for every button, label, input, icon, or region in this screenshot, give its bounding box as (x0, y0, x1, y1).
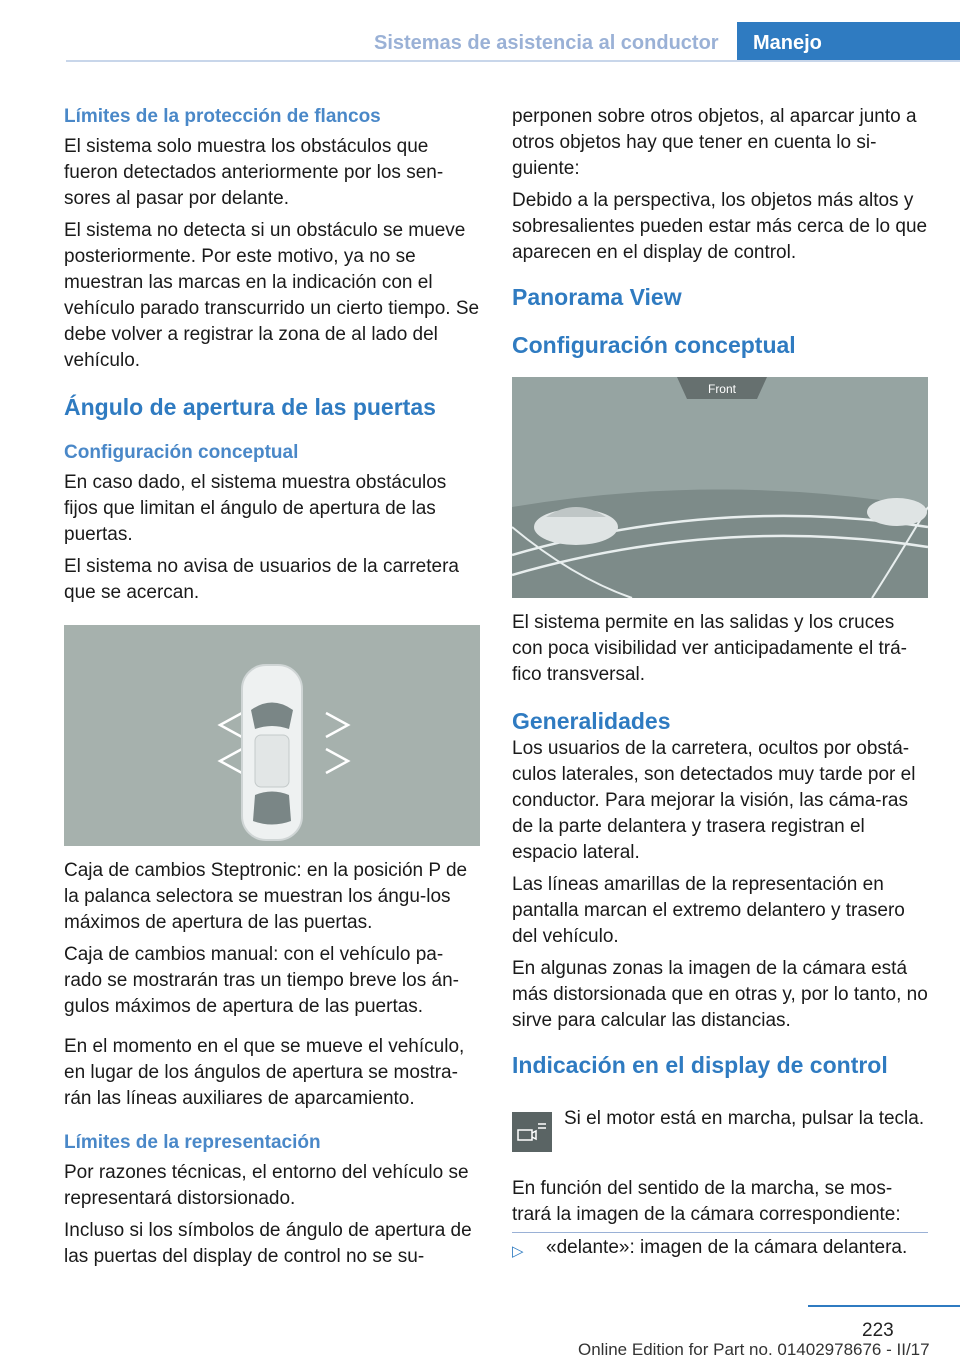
paragraph: Caja de cambios manual: con el vehículo pa‐rado se mostrarán tras un tiempo breve los án‐gulos máximos de apertura de las puertas. (64, 944, 459, 1017)
heading-generalities: Generalidades (512, 708, 671, 734)
paragraph: Incluso si los símbolos de ángulo de apertura de las puertas del display de control no se su‐ (64, 1220, 472, 1267)
subheading-flank-limits: Límites de la protección de flancos (64, 106, 381, 127)
key-instruction (564, 1106, 928, 1138)
paragraph: Los usuarios de la carretera, ocultos por obstá‐culos laterales, son detectados muy tarde por el conductor. Para mejorar la visión, las cáma‐ras de la parte delantera y trasera registran el espacio lateral. (512, 738, 916, 863)
paragraph: Si el motor está en marcha, pulsar la tecla. (564, 1108, 925, 1129)
subheading-representation-limits: Límites de la representación (64, 1132, 321, 1153)
right-column-end (512, 1176, 928, 1234)
figure-door-angle (64, 625, 480, 846)
paragraph: En algunas zonas la imagen de la cámara está más distorsionada que en otras y, por lo tanto, no sirve para calcular las distancias. (512, 958, 928, 1031)
paragraph: En el momento en el que se mueve el vehículo, en lugar de los ángulos de apertura se mostra‐rán las líneas auxiliares de aparcamiento. (64, 1036, 465, 1109)
footer-divider (808, 1305, 960, 1307)
right-column-top (512, 104, 928, 358)
bullet-text: «delante»: imagen de la cámara delantera. (546, 1237, 908, 1258)
panorama-illustration (512, 377, 928, 598)
header-chapter-tab (737, 22, 960, 62)
header-section-title: Sistemas de asistencia al conductor (374, 32, 719, 54)
heading-display-indication: Indicación en el display de control (512, 1052, 888, 1078)
header-chapter-label: Manejo (753, 32, 822, 54)
paragraph: Las líneas amarillas de la representación en pantalla marcan el extremo delantero y trasero del vehículo. (512, 874, 905, 947)
heading-concept: Configuración conceptual (512, 332, 796, 358)
camera-key-icon (512, 1112, 552, 1152)
front-label: Front (707, 382, 737, 396)
paragraph: perponen sobre otros objetos, al aparcar junto a otros objetos hay que tener en cuenta lo si‐guiente: (512, 106, 917, 179)
bullet-list-item (512, 1232, 928, 1260)
page-number: 223 (862, 1320, 894, 1341)
left-column-top (64, 104, 480, 612)
paragraph: Por razones técnicas, el entorno del vehículo se representará distorsionado. (64, 1162, 469, 1209)
subheading-concept: Configuración conceptual (64, 442, 299, 463)
figure-panorama-view (512, 377, 928, 598)
triangle-right-icon: ▷ (512, 1243, 524, 1260)
paragraph: Debido a la perspectiva, los objetos más altos y sobresalientes pueden estar más cerca de lo que aparecen en el display de control. (512, 190, 928, 263)
heading-door-angle: Ángulo de apertura de las puertas (64, 394, 436, 420)
car-top-view-illustration (64, 625, 480, 846)
paragraph: En caso dado, el sistema muestra obstáculos fijos que limitan el ángulo de apertura de las puertas. (64, 472, 447, 545)
heading-panorama-view: Panorama View (512, 284, 682, 310)
paragraph: El sistema no detecta si un obstáculo se mueve posteriormente. Por este motivo, ya no se muestran las marcas en la indicación con el vehículo parado transcurrido un cierto tiempo. Se debe volver a registrar la zona de al lado del vehículo. (64, 220, 480, 371)
paragraph: El sistema no avisa de usuarios de la carretera que se acercan. (64, 556, 459, 603)
edition-note: Online Edition for Part no. 01402978676 - II/17 (578, 1340, 930, 1359)
paragraph: Caja de cambios Steptronic: en la posición P de la palanca selectora se muestran los ángu‐los máximos de apertura de las puertas. (64, 860, 468, 933)
right-column-bottom (512, 610, 928, 1078)
left-column-bottom (64, 858, 480, 1276)
header-divider (66, 60, 960, 62)
paragraph: En función del sentido de la marcha, se mos‐trará la imagen de la cámara correspondiente: (512, 1178, 901, 1225)
paragraph: El sistema permite en las salidas y los cruces con poca visibilidad ver anticipadamente el trá‐fico transversal. (512, 612, 907, 685)
paragraph: El sistema solo muestra los obstáculos que fueron detectados anteriormente por los sen‐sores al pasar por delante. (64, 136, 444, 209)
